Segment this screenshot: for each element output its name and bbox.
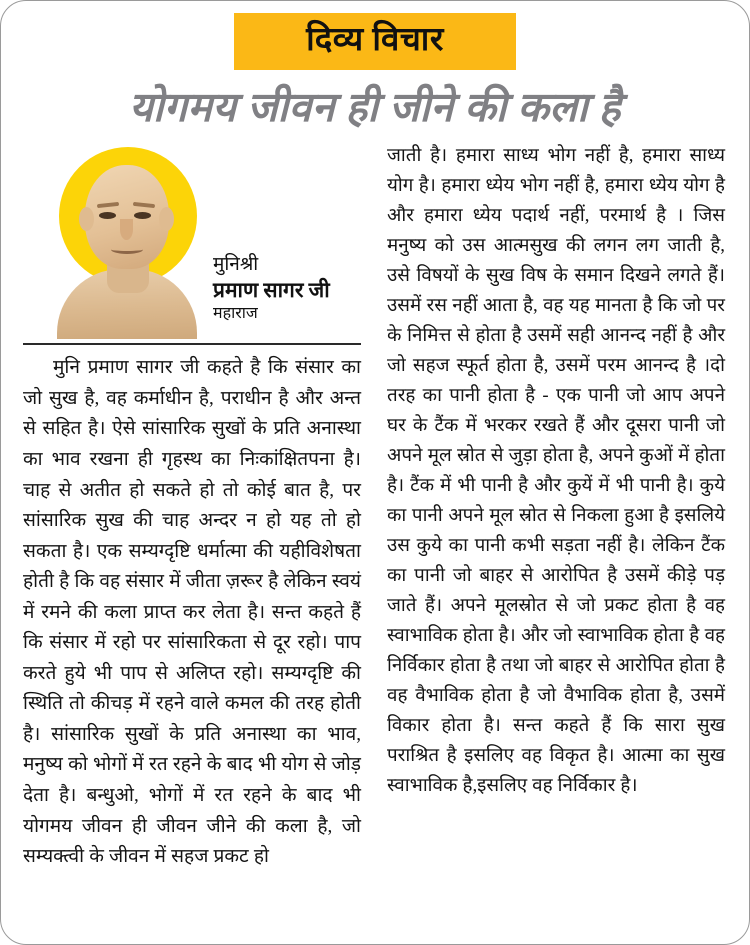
author-portrait-wrap — [51, 141, 203, 337]
byline-divider — [23, 343, 361, 345]
portrait-ear-right — [159, 207, 174, 231]
masthead — [23, 13, 727, 70]
masthead-title-badge: दिव्य विचार — [234, 13, 516, 70]
article-headline: योगमय जीवन ही जीने की कला है — [129, 83, 621, 130]
body-columns — [23, 141, 727, 872]
article-body-left: मुनि प्रमाण सागर जी कहते है कि संसार का जो सुख है, वह कर्माधीन है, पराधीन है और अन्त से सहित है। ऐसे सांसारिक सुखों के प्रति अनास्था का भाव रखना ही गृहस्थ का निःकांक्षितपना है। चाह से अतीत हो सकते हो तो कोई बात है, पर सांसारिक सुख की चाह अन्दर न हो यह तो हो सकता है। एक सम्यग्दृष्टि धर्मात्मा की यहीविशेषता होती है कि वह संसार में जीता ज़रूर है लेकिन स्वयं में रमने की कला प्राप्त कर लेता है। सन्त कहते हैं कि संसार में रहो पर सांसारिकता से दूर रहो। पाप करते हुये भी पाप से अलिप्त रहो। सम्यग्दृष्टि की स्थिति तो कीचड़ में रहने वाले कमल की तरह होती है। सांसारिक सुखों के प्रति अनास्था का भाव, मनुष्य को भोगों में रत रहने के बाद भी योग से जोड़ देता है। बन्धुओ, भोगों में रत रहने के बाद भी योगमय जीवन ही जीवन जीने की कला है, जो सम्यक्त्वी के जीवन में सहज प्रकट हो — [23, 357, 361, 868]
left-column — [23, 141, 361, 872]
article-body-right: जाती है। हमारा साध्य भोग नहीं है, हमारा साध्य योग है। हमारा ध्येय भोग नहीं है, हमारा ध्येय योग है और हमारा ध्येय पदार्थ नहीं, परमार्थ है । जिस मनुष्य को उस आत्मसुख की लगन लग जाती है, उसे विषयों के सुख विष के समान दिखने लगते हैं। उसमें रस नहीं आता है, वह यह मानता है कि जो पर के निमित्त से होता है उसमें सही आनन्द नहीं है और जो सहज स्फूर्त होता है, उसमें परम आनन्द है ।दो तरह का पानी होता है - एक पानी जो आप अपने घर के टैंक में भरकर रखते हैं और दूसरा पानी जो अपने मूल स्रोत से जुड़ा होता है, अपने कुओं में होता है। टैंक में भी पानी है और कुयें में भी पानी है। कुये का पानी अपने मूल स्रोत से निकला हुआ है इसलिये उस कुये का पानी कभी सड़ता नहीं है। लेकिन टैंक का पानी जो बाहर से आरोपित है उसमें कीड़े पड़ जाते हैं। अपने मूलस्रोत से जो प्रकट होता है वह स्वाभाविक होता है। और जो स्वाभाविक होता है वह निर्विकार होता है तथा जो बाहर से आरोपित होता है वह वैभाविक होता है जो वैभाविक होता है, उसमें विकार होता है। सन्त कहते हैं कि सारा सुख पराश्रित है इसलिए वह विकृत है। आत्मा का सुख स्वाभाविक है,इसलिए वह निर्विकार है। — [387, 145, 725, 796]
author-portrait-image — [51, 141, 203, 337]
author-suffix: महाराज — [213, 305, 258, 323]
right-column — [387, 141, 725, 800]
author-byline — [213, 253, 363, 323]
author-prefix: मुनिश्री — [213, 254, 259, 276]
author-block — [23, 141, 361, 339]
author-name: प्रमाण सागर जी — [213, 277, 330, 302]
